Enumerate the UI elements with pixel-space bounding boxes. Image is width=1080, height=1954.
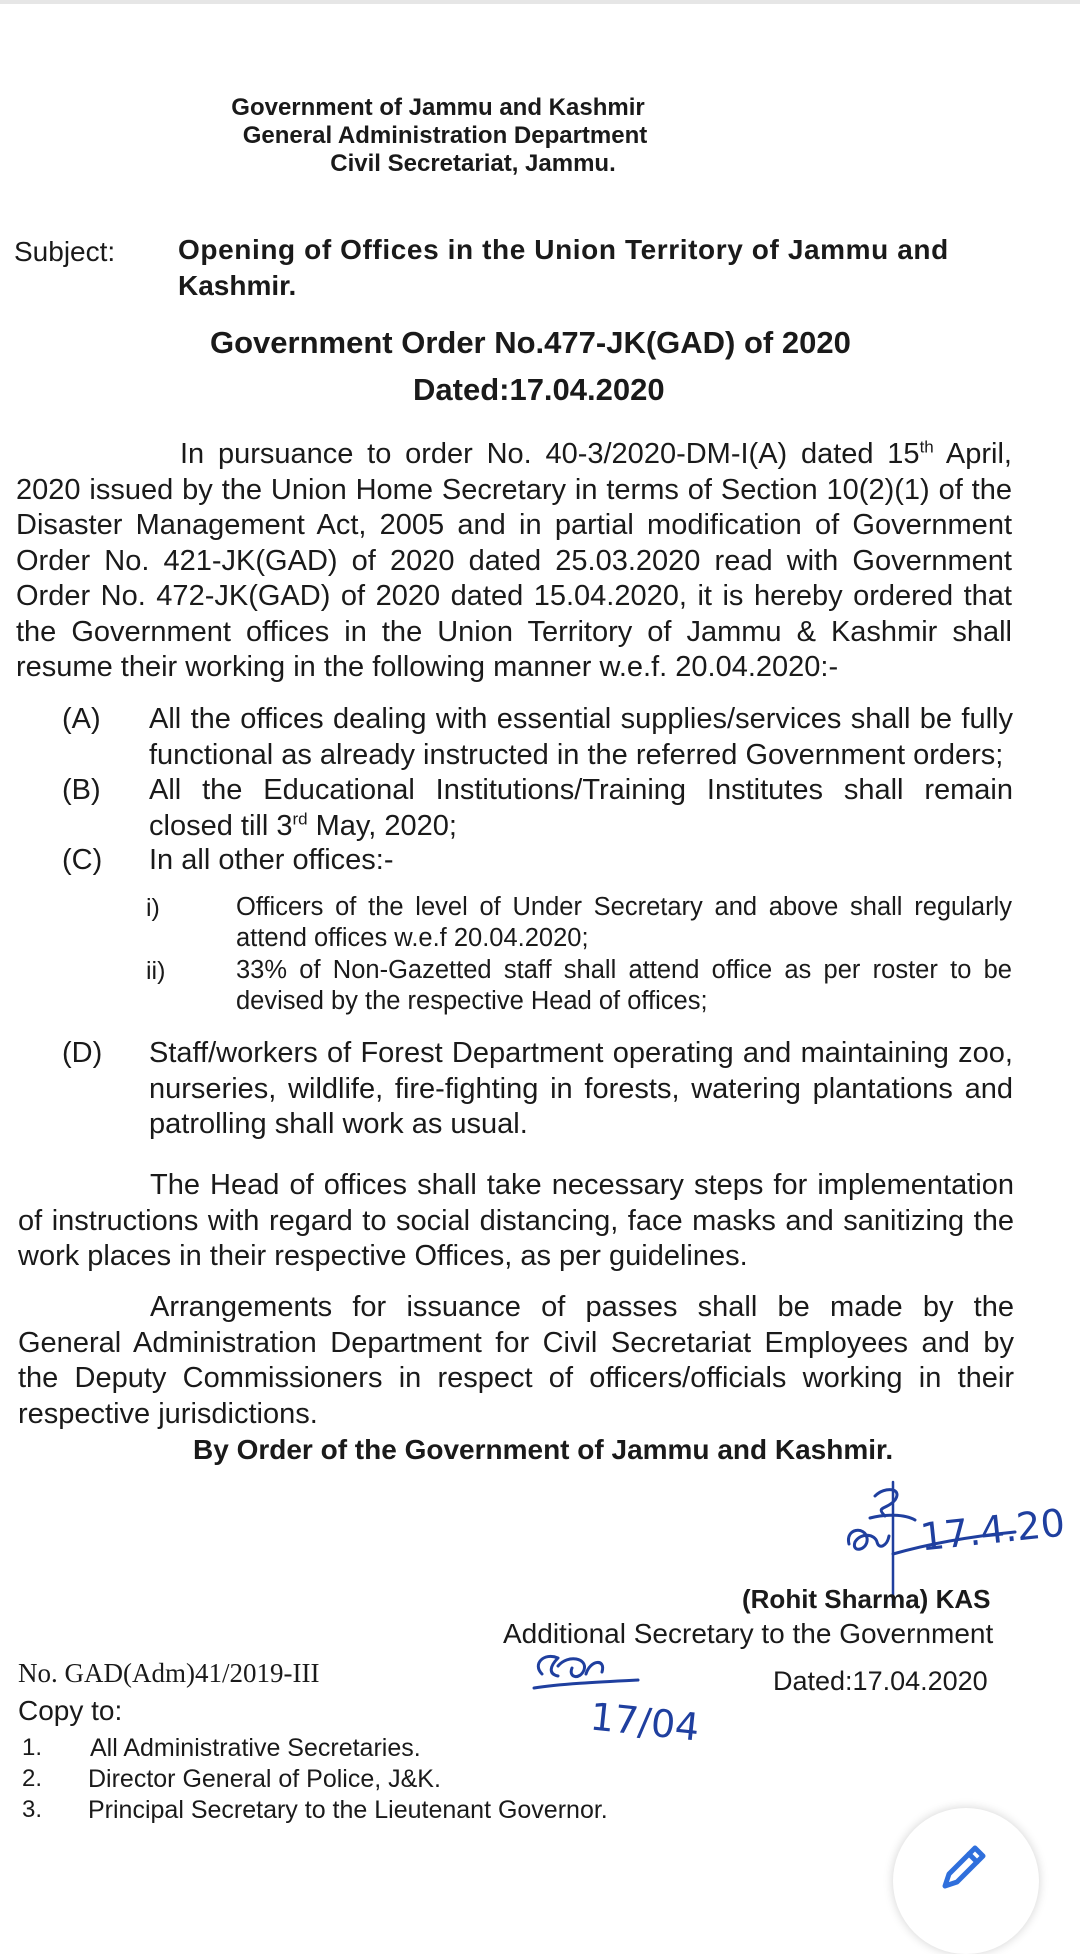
paragraph-2: The Head of offices shall take necessary steps for implementation of instructions with regard to social distancing, face masks and sanitizing the work places in their respective Offices, as per guidelines. — [18, 1169, 1014, 1272]
subject-label: Subject: — [14, 236, 116, 267]
copy-to-item-1: All Administrative Secretaries. — [90, 1734, 421, 1762]
subject-line-2: Kashmir. — [178, 270, 297, 301]
header-line-2: General Administration Department — [242, 122, 648, 149]
item-a-text: All the offices dealing with essential supplies/services shall be fully functional as already instructed in the referred Government orders; — [149, 703, 1013, 771]
item-c-ii-text: 33% of Non-Gazetted staff shall attend office as per roster to be devised by the respective Head of offices; — [236, 956, 1012, 1015]
header-line-3: Civil Secretariat, Jammu. — [330, 150, 616, 177]
copy-to-num-3: 3. — [22, 1796, 43, 1823]
item-c-ii-label: ii) — [146, 957, 166, 985]
reference-number: No. GAD(Adm)41/2019-III — [18, 1658, 320, 1688]
item-c-text: In all other offices:- — [149, 844, 394, 876]
item-c-i-text: Officers of the level of Under Secretary and above shall regularly attend offices w.e.f 20.04.2020; — [236, 893, 1012, 952]
header-line-1: Government of Jammu and Kashmir — [231, 94, 645, 121]
signatory-designation: Additional Secretary to the Government — [503, 1618, 994, 1649]
copy-to-num-2: 2. — [22, 1765, 43, 1792]
subject-line-1: Opening of Offices in the Union Territory of Jammu and — [178, 234, 949, 265]
signatory-dated: Dated:17.04.2020 — [773, 1666, 988, 1696]
item-d-text: Staff/workers of Forest Department operating and maintaining zoo, nurseries, wildlife, fire-fighting in forests, watering plantations and patrolling shall work as usual. — [149, 1037, 1013, 1140]
copy-to-label: Copy to: — [18, 1695, 123, 1726]
edit-button[interactable] — [893, 1808, 1039, 1954]
order-date: Dated:17.04.2020 — [413, 372, 665, 407]
item-b-label: (B) — [62, 774, 101, 806]
intro-paragraph: In pursuance to order No. 40-3/2020-DM-I(A) dated 15th April, 2020 issued by the Union Home Secretary in terms of Section 10(2)(1) of the Disaster Management Act, 2005 and in partial modification of Government Order No. 421-JK(GAD) of 2020 dated 25.03.2020 read with Government Order No. 472-JK(GAD) of 2020 dated 15.04.2020, it is hereby ordered that the Government offices in the Union Territory of Jammu & Kashmir shall resume their working in the following manner w.e.f. 20.04.2020:- — [16, 437, 1012, 683]
item-b-text: All the Educational Institutions/Training Institutes shall remain closed till 3rd May, 2020; — [149, 774, 1013, 842]
copy-to-item-2: Director General of Police, J&K. — [88, 1765, 441, 1793]
item-d-label: (D) — [62, 1037, 103, 1069]
copy-to-num-1: 1. — [22, 1734, 43, 1761]
item-c-label: (C) — [62, 844, 103, 876]
signatory-name: (Rohit Sharma) KAS — [742, 1584, 991, 1614]
by-order-line: By Order of the Government of Jammu and Kashmir. — [193, 1434, 894, 1465]
paragraph-3: Arrangements for issuance of passes shall be made by the General Administration Department for Civil Secretariat Employees and by the Deputy Commissioners in respect of officers/officials working in their respective jurisdictions. — [18, 1291, 1014, 1430]
handwritten-date: 17.4.20 — [918, 1500, 1067, 1560]
handwritten-initial-date: 17/04 — [588, 1694, 702, 1750]
item-a-label: (A) — [62, 703, 101, 735]
item-c-i-label: i) — [146, 894, 160, 922]
copy-to-item-3: Principal Secretary to the Lieutenant Governor. — [88, 1796, 608, 1824]
pencil-icon — [933, 1838, 993, 1898]
top-divider — [0, 0, 1080, 4]
order-number: Government Order No.477-JK(GAD) of 2020 — [210, 325, 851, 360]
